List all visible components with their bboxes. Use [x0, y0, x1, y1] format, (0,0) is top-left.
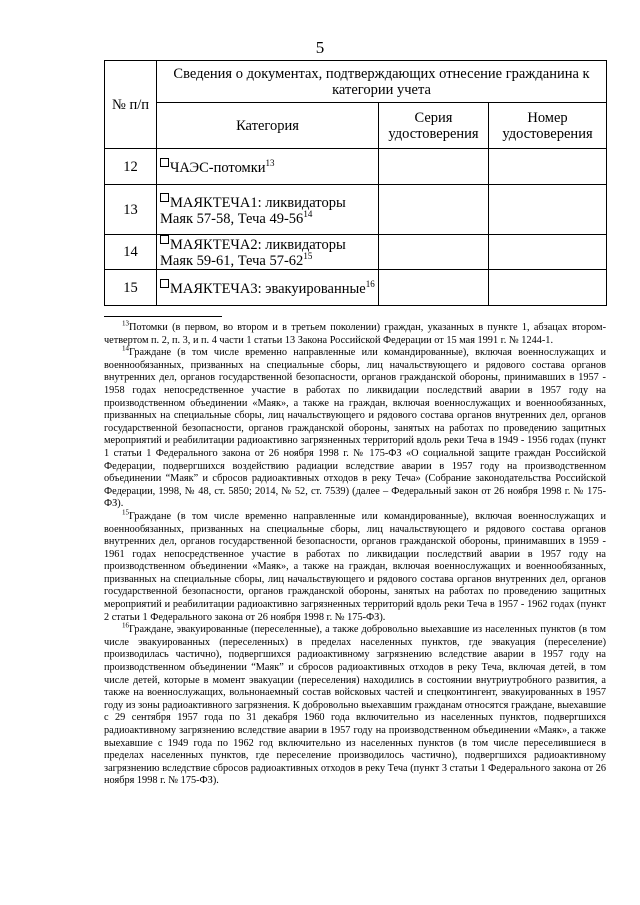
- table-row: [105, 270, 607, 306]
- header-group: Сведения о документах, подтверждающих отнесение гражданина к категории учета: [157, 61, 607, 103]
- row-num: 14: [105, 235, 157, 270]
- footnote-13: $^{13}$Потомки (в первом, во втором и в третьем поколении) граждан, указанных в пункте 1, абзацах втором-четвертом п. 2, п. 3, и п. 4 части 1 статьи 13 Закона Российской Федерации от 15 мая 1991 г. № 1244-1.: [104, 319, 606, 346]
- table-row: [105, 149, 607, 185]
- page-number: 5: [315, 38, 325, 57]
- row-category: МАЯКТЕЧА1: ликвидаторы Маяк 57-58, Теча $49-56^{14}$: [157, 185, 379, 235]
- row-number[interactable]: [489, 270, 607, 306]
- row-number[interactable]: [489, 149, 607, 185]
- row-series[interactable]: [379, 235, 489, 270]
- footnotes: [104, 319, 606, 788]
- checkbox-icon[interactable]: [160, 158, 169, 167]
- header-num: № п/п: [105, 61, 157, 149]
- table-row: [105, 235, 607, 270]
- footnote-15: $^{15}$Граждане (в том числе временно направленные или командированные), включая военнослужащих и военнообязанных, призванных на специальные сборы, лиц начальствующего и рядового состава органов внутренних дел, органов государственной безопасности, органов гражданской обороны, принимавших в 1959 - 1961 годах непосредственное участие в работах по ликвидации последствий аварии в 1957 году на производственном объединении «Маяк», а также на граждан, включая военнослужащих и военнообязанных, призванных на специальные сборы, лиц начальствующего и рядового состава органов внутренних дел, органов государственной безопасности, органов гражданской обороны, занятых на работах по проведению защитных мероприятий и реабилитации радиоактивно загрязненных территорий вдоль реки Теча в 1957 - 1962 годах (пункт 2 статьи 1 Федерального закона от 26 ноября 1998 г. № 175-ФЗ).: [104, 508, 606, 623]
- row-num: 15: [105, 270, 157, 306]
- footnote-16: $^{16}$Граждане, эвакуированные (переселенные), а также добровольно выехавшие из населенных пунктов (в том числе эвакуированных (переселенных) в пределах населенных пунктов, где эвакуация (переселение) производилась частично), подвергшихся радиоактивному загрязнению вследствие аварии в 1957 году на производственном объединении “Маяк” и сбросов радиоактивных отходов в реку Теча, включая детей, в том числе детей, которые в момент эвакуации (переселения) находились в состоянии внутриутробного развития, а также на военнослужащих, вольнонаемный состав войсковых частей и спецконтингент, эвакуированных в 1957 году из зоны радиоактивного загрязнения. К добровольно выехавшим гражданам относятся граждане, выехавшие с 29 сентября 1957 года по 31 декабря 1960 года включительно из населенных пунктов, подвергшихся радиоактивному загрязнению вследствие аварии в 1957 году на производственном объединении «Маяк», а также выехавшие с 1949 года по 1962 год включительно из населенных пунктов (в том числе переселившиеся в пределах населенных пунктов, где переселение производилось частично), подвергшихся радиоактивному загрязнению вследствие сбросов радиоактивных отходов в реку Теча (пункт 3 статьи 1 Федерального закона от 26 ноября 1998 г. № 175-ФЗ).: [104, 621, 606, 787]
- checkbox-icon[interactable]: [160, 279, 169, 288]
- row-category: МАЯКТЕЧА3: эвакуированные$^{16}$: [157, 270, 379, 306]
- header-series: Серия удостоверения: [379, 103, 489, 149]
- category-table: [104, 60, 607, 306]
- row-number[interactable]: [489, 185, 607, 235]
- row-category: МАЯКТЕЧА2: ликвидаторы Маяк 59-61, Теча $57-62^{15}$: [157, 235, 379, 270]
- checkbox-icon[interactable]: [160, 193, 169, 202]
- footnote-separator: [104, 316, 222, 317]
- row-number[interactable]: [489, 235, 607, 270]
- row-category: ЧАЭС-потомки$^{13}$: [157, 149, 379, 185]
- header-category: Категория: [157, 103, 379, 149]
- footnote-14: $^{14}$Граждане (в том числе временно направленные или командированные), включая военнослужащих и военнообязанных, призванных на специальные сборы, лиц начальствующего и рядового состава органов внутренних дел, органов государственной безопасности, органов гражданской обороны, принимавших в 1957 - 1958 годах непосредственное участие в работах по ликвидации последствий аварии в 1957 году на производственном объединении «Маяк», а также на граждан, включая военнослужащих и военнообязанных, призванных на специальные сборы, лиц начальствующего и рядового состава органов внутренних дел, органов государственной безопасности, органов гражданской обороны, занятых на работах по проведению защитных мероприятий и реабилитации радиоактивно загрязненных территорий вдоль реки Теча в 1949 - 1956 годах (пункт 1 статьи 1 Федерального закона от 26 ноября 1998 г. № 175-ФЗ «О социальной защите граждан Российской Федерации, подвергшихся воздействию радиации вследствие аварии в 1957 году на производственном объединении “Маяк” и сбросов радиоактивных отходов в реку Теча» (Собрание законодательства Российской Федерации, 1998, № 48, ст. 5850; 2014, № 52, ст. 7539) (далее – Федеральный закон от 26 ноября 1998 г. № 175-ФЗ).: [104, 344, 606, 510]
- checkbox-icon[interactable]: [160, 235, 169, 244]
- table-row: [105, 185, 607, 235]
- row-series[interactable]: [379, 270, 489, 306]
- row-num: 12: [105, 149, 157, 185]
- header-number: Номер удостоверения: [489, 103, 607, 149]
- row-num: 13: [105, 185, 157, 235]
- row-series[interactable]: [379, 185, 489, 235]
- row-series[interactable]: [379, 149, 489, 185]
